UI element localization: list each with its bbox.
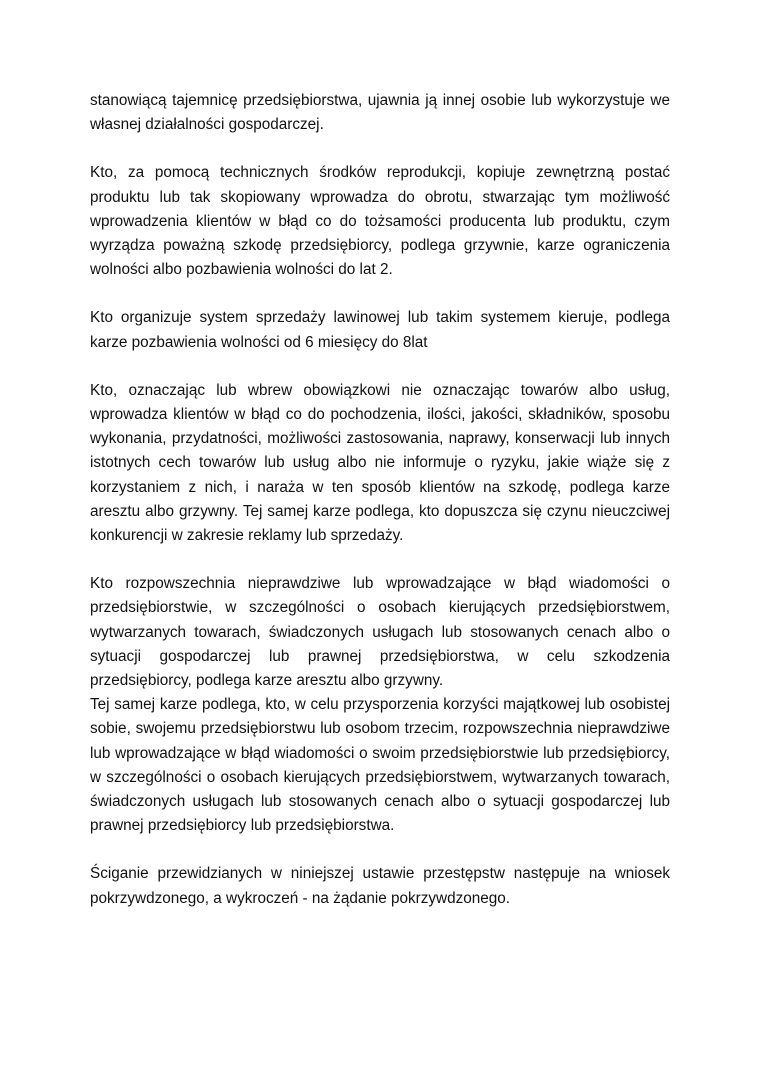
paragraph-product-copying: Kto, za pomocą technicznych środków reprodukcji, kopiuje zewnętrzną postać produktu lub tak skopiowany wprowadza do obrotu, stwarzając tym możliwość wprowadzenia klientów w błąd co do tożsamości producenta lub produktu, czym wyrządza poważną szkodę przedsiębiorcy, podlega grzywnie, karze ograniczenia wolności albo pozbawienia wolności do lat 2. xyxy=(90,164,670,279)
document-body xyxy=(90,89,670,911)
paragraph-prosecution: Ściganie przewidzianych w niniejszej ustawie przestępstw następuje na wniosek pokrzywdzonego, a wykroczeń - na żądanie pokrzywdzonego. xyxy=(90,865,670,907)
paragraph-false-information: Kto rozpowszechnia nieprawdziwe lub wprowadzające w błąd wiadomości o przedsiębiorstwie, w szczególności o osobach kierujących przedsiębiorstwem, wytwarzanych towarach, świadczonych usługach lub stosowanych cenach albo o sytuacji gospodarczej lub prawnej przedsiębiorstwa, w celu szkodzenia przedsiębiorcy, podlega karze aresztu albo grzywny. xyxy=(90,575,670,690)
paragraph-misleading-labeling: Kto, oznaczając lub wbrew obowiązkowi nie oznaczając towarów albo usług, wprowadza klientów w błąd co do pochodzenia, ilości, jakości, składników, sposobu wykonania, przydatności, możliwości zastosowania, naprawy, konserwacji lub innych istotnych cech towarów lub usług albo nie informuje o ryzyku, jakie wiąże się z korzystaniem z nich, i naraża w ten sposób klientów na szkodę, podlega karze aresztu albo grzywny. Tej samej karze podlega, kto dopuszcza się czynu nieuczciwej konkurencji w zakresie reklamy lub sprzedaży. xyxy=(90,381,670,545)
paragraph-pyramid-sales: Kto organizuje system sprzedaży lawinowej lub takim systemem kieruje, podlega karze pozbawienia wolności od 6 miesięcy do 8lat xyxy=(90,309,670,351)
paragraph-trade-secret-continuation: stanowiącą tajemnicę przedsiębiorstwa, ujawnia ją innej osobie lub wykorzystuje we własnej działalności gospodarczej. xyxy=(90,92,670,134)
paragraph-same-penalty: Tej samej karze podlega, kto, w celu przysporzenia korzyści majątkowej lub osobistej sobie, swojemu przedsiębiorstwu lub osobom trzecim, rozpowszechnia nieprawdziwe lub wprowadzające w błąd wiadomości o swoim przedsiębiorstwie lub przedsiębiorcy, w szczególności o osobach kierujących przedsiębiorstwem, wytwarzanych towarach, świadczonych usługach lub stosowanych cenach albo o sytuacji gospodarczej lub prawnej przedsiębiorcy lub przedsiębiorstwa. xyxy=(90,696,670,835)
